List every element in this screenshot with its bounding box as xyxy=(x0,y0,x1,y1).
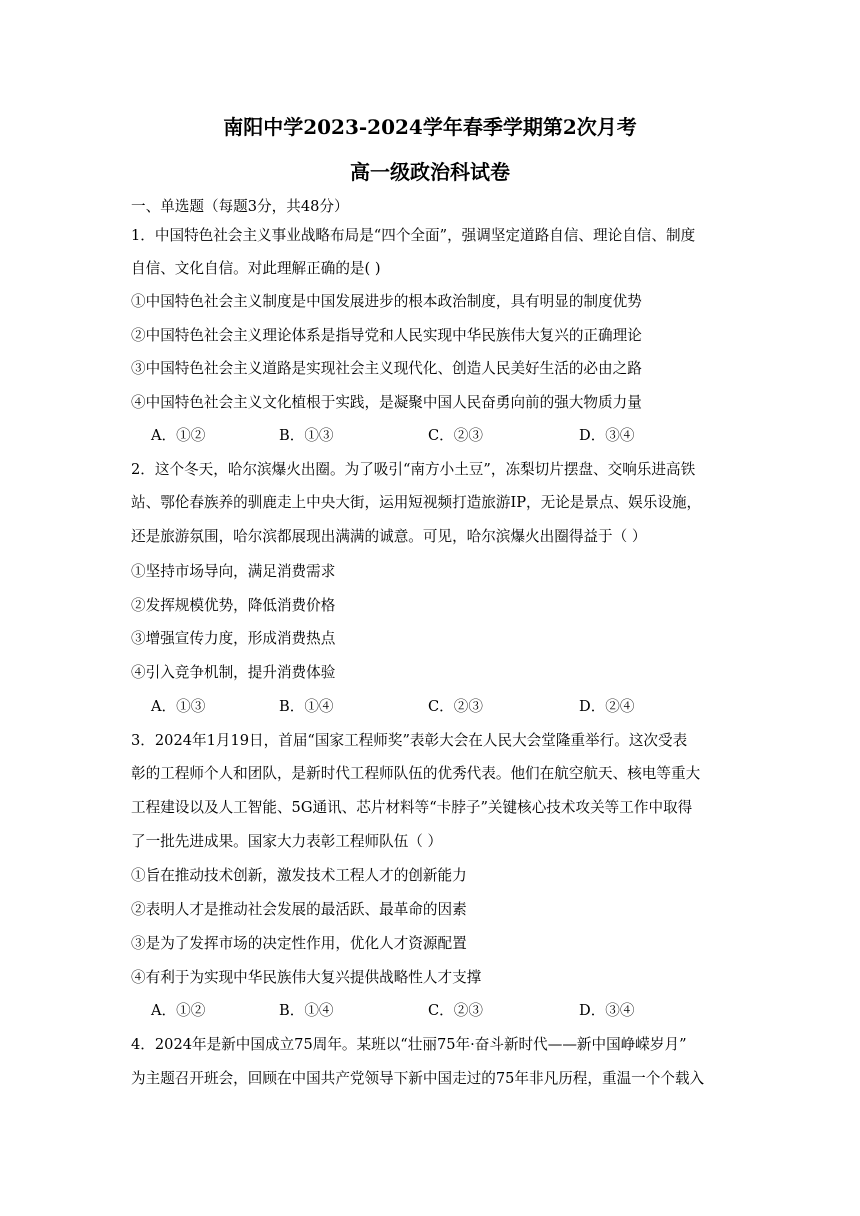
q3-option-a: A．①② xyxy=(151,1002,206,1019)
q1-statement-4: ④中国特色社会主义文化植根于实践，是凝聚中国人民奋勇向前的强大物质力量 xyxy=(131,394,642,411)
q3-stem-line: 3．2024年1月19日，首届“国家工程师奖”表彰大会在人民大会堂隆重举行。这次受表 xyxy=(131,732,688,749)
q1-option-d: D．③④ xyxy=(579,427,635,444)
q3-statement-2: ②表明人才是推动社会发展的最活跃、最革命的因素 xyxy=(131,901,467,918)
q2-option-a: A．①③ xyxy=(151,698,206,715)
q2-statement-1: ①坚持市场导向，满足消费需求 xyxy=(131,563,336,580)
q1-option-c: C．②③ xyxy=(428,427,483,444)
q2-option-d: D．②④ xyxy=(579,698,635,715)
q1-statement-1: ①中国特色社会主义制度是中国发展进步的根本政治制度，具有明显的制度优势 xyxy=(131,293,642,310)
q3-option-c: C．②③ xyxy=(428,1002,483,1019)
q3-statement-4: ④有利于为实现中华民族伟大复兴提供战略性人才支撑 xyxy=(131,969,482,986)
q3-stem-line: 了一批先进成果。国家大力表彰工程师队伍（ ） xyxy=(131,833,443,850)
q2-statement-3: ③增强宣传力度，形成消费热点 xyxy=(131,630,336,647)
exam-title: 南阳中学2023-2024学年春季学期第2次月考 xyxy=(223,115,637,139)
q3-stem-line: 工程建设以及人工智能、5G通讯、芯片材料等“卡脖子”关键核心技术攻关等工作中取得 xyxy=(131,799,693,816)
q1-stem-line: 自信、文化自信。对此理解正确的是( ) xyxy=(131,260,381,277)
q2-stem-line: 2．这个冬天，哈尔滨爆火出圈。为了吸引“南方小土豆”，冻梨切片摆盘、交响乐进高铁 xyxy=(131,461,696,478)
q3-statement-1: ①旨在推动技术创新，激发技术工程人才的创新能力 xyxy=(131,867,467,884)
q3-options xyxy=(131,1000,741,1022)
q1-statement-3: ③中国特色社会主义道路是实现社会主义现代化、创造人民美好生活的必由之路 xyxy=(131,360,642,377)
q2-statement-2: ②发挥规模优势，降低消费价格 xyxy=(131,597,336,614)
q1-option-a: A．①② xyxy=(151,427,206,444)
section-heading: 一、单选题（每题3分，共48分） xyxy=(131,198,349,215)
q4-stem-line: 4．2024年是新中国成立75周年。某班以“壮丽75年·奋斗新时代——新中国峥嵘岁月” xyxy=(131,1036,687,1053)
q2-options xyxy=(131,696,741,718)
exam-subtitle: 高一级政治科试卷 xyxy=(350,160,510,184)
q3-statement-3: ③是为了发挥市场的决定性作用，优化人才资源配置 xyxy=(131,935,467,952)
q2-statement-4: ④引入竞争机制，提升消费体验 xyxy=(131,664,336,681)
q2-option-c: C．②③ xyxy=(428,698,483,715)
q3-option-b: B．①④ xyxy=(279,1002,334,1019)
q1-statement-2: ②中国特色社会主义理论体系是指导党和人民实现中华民族伟大复兴的正确理论 xyxy=(131,327,642,344)
q3-option-d: D．③④ xyxy=(579,1002,635,1019)
q4-stem-line: 为主题召开班会，回顾在中国共产党领导下新中国走过的75年非凡历程，重温一个个载入 xyxy=(131,1070,705,1087)
q1-options xyxy=(131,425,741,447)
q1-option-b: B．①③ xyxy=(279,427,334,444)
q2-stem-line: 还是旅游氛围，哈尔滨都展现出满满的诚意。可见，哈尔滨爆火出圈得益于（ ） xyxy=(131,528,647,545)
q2-option-b: B．①④ xyxy=(279,698,334,715)
q2-stem-line: 站、鄂伦春族养的驯鹿走上中央大街，运用短视频打造旅游IP，无论是景点、娱乐设施， xyxy=(131,494,702,511)
q3-stem-line: 彰的工程师个人和团队，是新时代工程师队伍的优秀代表。他们在航空航天、核电等重大 xyxy=(131,765,701,782)
q1-stem-line: 1．中国特色社会主义事业战略布局是“四个全面”，强调坚定道路自信、理论自信、制度 xyxy=(131,227,696,244)
